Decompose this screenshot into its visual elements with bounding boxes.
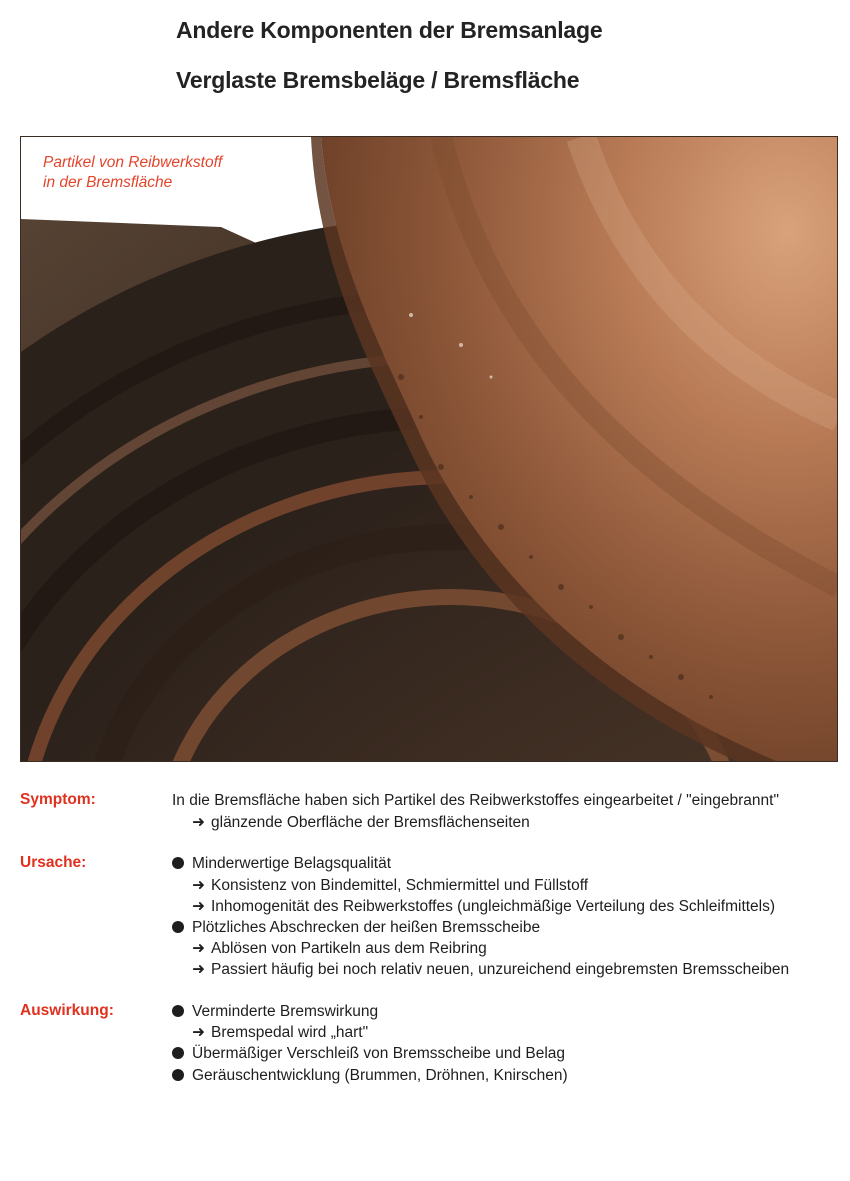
- symptom-label: Symptom:: [20, 791, 96, 808]
- photo-caption: [43, 153, 222, 193]
- arrow-right-icon: ➜: [192, 1024, 205, 1041]
- arrow-right-icon: ➜: [192, 814, 205, 831]
- ursache-bullet-2-sub-1: [192, 939, 487, 959]
- ursache-bullet-1-sub-1: [192, 876, 588, 896]
- ursache-bullet-1-sub-1-text: Konsistenz von Bindemittel, Schmiermittel und Füllstoff: [211, 877, 589, 894]
- brake-disc-photo: [20, 136, 838, 762]
- auswirkung-bullet-1-sub-1: [192, 1023, 368, 1043]
- page-subtitle: Verglaste Bremsbeläge / Bremsfläche: [176, 67, 580, 93]
- symptom-consequence-text: glänzende Oberfläche der Bremsflächenseiten: [211, 814, 530, 831]
- symptom-consequence: [192, 813, 530, 833]
- arrow-right-icon: ➜: [192, 877, 205, 894]
- ursache-bullet-2-sub-2: [192, 960, 789, 980]
- arrow-right-icon: ➜: [192, 898, 205, 915]
- ursache-bullet-1-sub-2-text: Inhomogenität des Reibwerkstoffes (ungleichmäßige Verteilung des Schleifmittels): [211, 898, 776, 915]
- brake-disc-illustration: [21, 137, 838, 762]
- arrow-right-icon: ➜: [192, 961, 205, 978]
- photo-caption-line1: Partikel von Reibwerkstoff: [43, 154, 223, 171]
- ursache-bullet-1-sub-2: [192, 897, 775, 917]
- auswirkung-bullet-1-sub-1-text: Bremspedal wird „hart": [211, 1024, 369, 1041]
- ursache-label: Ursache:: [20, 854, 87, 871]
- page-title: Andere Komponenten der Bremsanlage: [176, 17, 603, 43]
- ursache-bullet-2-sub-2-text: Passiert häufig bei noch relativ neuen, unzureichend eingebremsten Bremsscheiben: [211, 961, 790, 978]
- auswirkung-label: Auswirkung:: [20, 1002, 114, 1019]
- ursache-bullet-1: Minderwertige Belagsqualität: [172, 854, 391, 874]
- ursache-bullet-2-sub-1-text: Ablösen von Partikeln aus dem Reibring: [211, 940, 487, 957]
- photo-caption-line2: in der Bremsfläche: [43, 174, 173, 191]
- auswirkung-bullet-1: Verminderte Bremswirkung: [172, 1002, 378, 1022]
- ursache-bullet-2: Plötzliches Abschrecken der heißen Bremsscheibe: [172, 918, 540, 938]
- auswirkung-bullet-3: Geräuschentwicklung (Brummen, Dröhnen, Knirschen): [172, 1066, 568, 1086]
- symptom-text: In die Bremsfläche haben sich Partikel des Reibwerkstoffes eingearbeitet / "eingebrannt": [172, 792, 779, 809]
- auswirkung-bullet-2: Übermäßiger Verschleiß von Bremsscheibe und Belag: [172, 1044, 565, 1064]
- arrow-right-icon: ➜: [192, 940, 205, 957]
